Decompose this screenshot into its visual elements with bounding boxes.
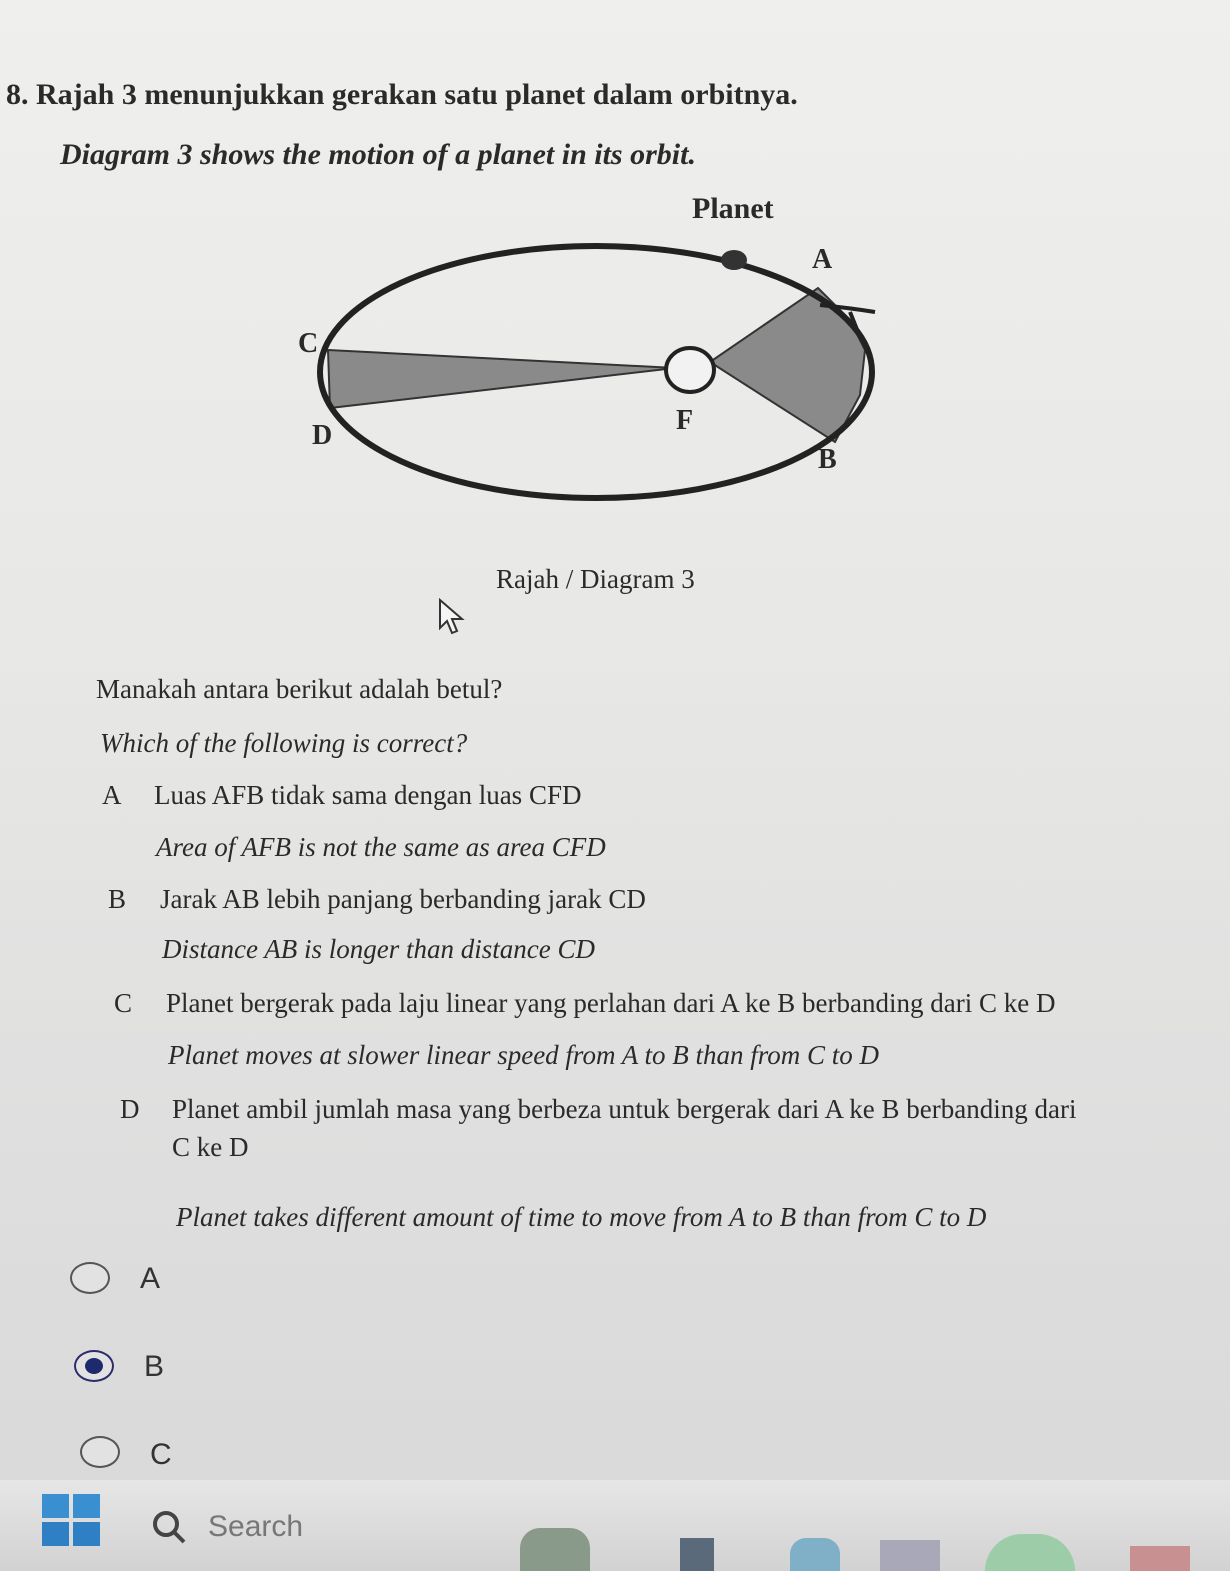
answer-radio-a[interactable] (70, 1262, 110, 1294)
point-a-label: A (812, 244, 833, 275)
answer-label-c[interactable]: C (150, 1438, 172, 1471)
taskbar (0, 1480, 1230, 1571)
taskbar-app-icon[interactable] (880, 1540, 940, 1571)
taskbar-app-icon[interactable] (680, 1538, 714, 1571)
option-c-en: Planet moves at slower linear speed from A to B than from C to D (168, 1040, 879, 1070)
sun-focus (666, 348, 714, 392)
point-b-label: B (818, 444, 837, 475)
option-d-ms: Planet ambil jumlah masa yang berbeza untuk bergerak dari A ke B berbanding dari (172, 1094, 1077, 1124)
orbit-diagram (290, 180, 910, 530)
planet-dot (721, 250, 747, 270)
option-a-en: Area of AFB is not the same as area CFD (156, 832, 606, 862)
taskbar-app-icon[interactable] (1130, 1546, 1190, 1571)
windows-start-icon[interactable] (42, 1494, 100, 1546)
taskbar-search-placeholder[interactable]: Search (208, 1510, 304, 1543)
prompt-en: Which of the following is correct? (100, 728, 468, 758)
answer-label-a[interactable]: A (140, 1262, 161, 1295)
option-b-ms: Jarak AB lebih panjang berbanding jarak CD (160, 884, 646, 914)
answer-radio-b[interactable] (74, 1350, 114, 1382)
option-a-ms: Luas AFB tidak sama dengan luas CFD (154, 780, 582, 810)
question-title-ms: 8. Rajah 3 menunjukkan gerakan satu planet dalam orbitnya. (6, 78, 798, 111)
question-title-en: Diagram 3 shows the motion of a planet in its orbit. (60, 138, 696, 171)
orbit-diagram-svg (290, 180, 910, 530)
option-d-en: Planet takes different amount of time to move from A to B than from C to D (176, 1202, 987, 1232)
taskbar-app-icon[interactable] (790, 1538, 840, 1571)
option-d-ms-cont: C ke D (172, 1132, 249, 1162)
option-d-letter: D (120, 1094, 140, 1124)
option-b-en: Distance AB is longer than distance CD (162, 934, 595, 964)
focus-f-label: F (676, 405, 694, 436)
point-d-label: D (312, 420, 333, 451)
option-b-letter: B (108, 884, 127, 914)
taskbar-app-icon[interactable] (520, 1528, 590, 1571)
diagram-caption: Rajah / Diagram 3 (496, 564, 695, 594)
point-c-label: C (298, 328, 319, 359)
planet-label: Planet (692, 192, 774, 225)
prompt-ms: Manakah antara berikut adalah betul? (96, 674, 503, 704)
answer-label-b[interactable]: B (144, 1350, 165, 1383)
search-icon[interactable] (150, 1508, 190, 1548)
option-a-letter: A (102, 780, 122, 810)
sector-cfd (328, 350, 675, 408)
option-c-ms: Planet bergerak pada laju linear yang perlahan dari A ke B berbanding dari C ke D (166, 988, 1056, 1018)
answer-radio-c[interactable] (80, 1436, 120, 1468)
taskbar-app-icon[interactable] (985, 1534, 1075, 1571)
mouse-cursor-icon (438, 598, 468, 638)
option-c-letter: C (114, 988, 133, 1018)
